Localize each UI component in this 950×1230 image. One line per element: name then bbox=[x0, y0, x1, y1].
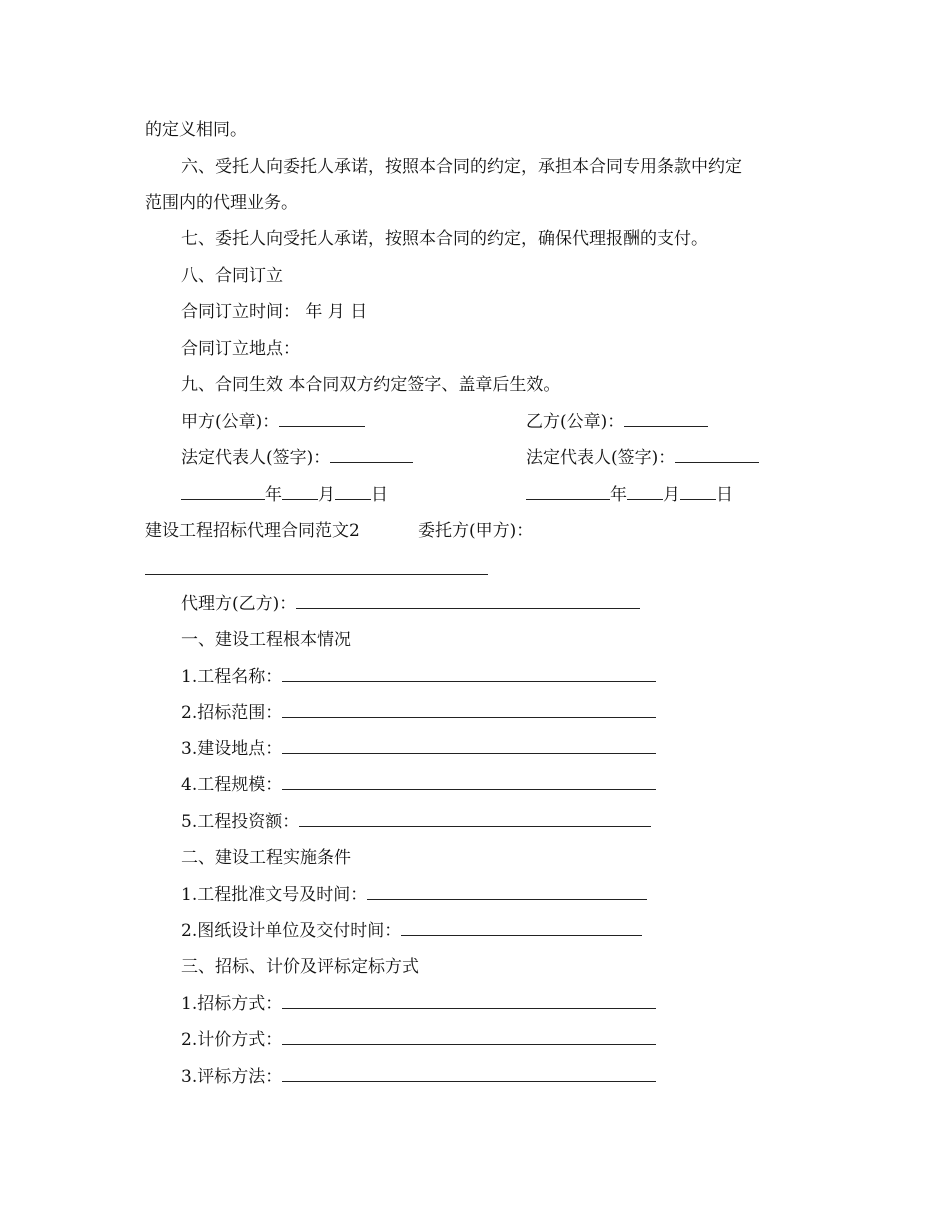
site-blank[interactable] bbox=[282, 738, 656, 754]
client-label: 委托方(甲方)： bbox=[418, 521, 534, 541]
field-pricing: 2.计价方式： bbox=[181, 1029, 656, 1051]
evaluation-blank[interactable] bbox=[282, 1066, 656, 1082]
party-b-label: 乙方(公章)： bbox=[526, 412, 625, 432]
pricing-blank[interactable] bbox=[282, 1029, 656, 1045]
field-site: 3.建设地点： bbox=[181, 738, 656, 760]
approval-blank[interactable] bbox=[367, 884, 647, 900]
clause-eight-heading: 八、合同订立 bbox=[181, 266, 283, 286]
bid-scope-blank[interactable] bbox=[282, 702, 656, 718]
month-label: 月 bbox=[318, 485, 335, 505]
party-a-blank[interactable] bbox=[279, 411, 365, 427]
field-bid-method: 1.招标方式： bbox=[181, 993, 656, 1015]
party-a-seal bbox=[181, 411, 365, 433]
rep-a-signature bbox=[181, 447, 413, 469]
year-label: 年 bbox=[265, 485, 282, 505]
clause-nine: 九、合同生效 本合同双方约定签字、盖章后生效。 bbox=[181, 375, 561, 395]
drawings-blank[interactable] bbox=[401, 920, 642, 936]
field-evaluation: 3.评标方法： bbox=[181, 1066, 656, 1088]
rep-a-blank[interactable] bbox=[330, 447, 413, 463]
project-name-blank[interactable] bbox=[282, 666, 656, 682]
signing-date: 合同订立时间： 年 月 日 bbox=[181, 302, 368, 322]
month-blank[interactable] bbox=[627, 484, 663, 500]
agent-label: 代理方(乙方)： bbox=[181, 594, 297, 614]
party-a-label: 甲方(公章)： bbox=[181, 412, 280, 432]
day-label: 日 bbox=[716, 485, 733, 505]
rep-b-label: 法定代表人(签字)： bbox=[526, 448, 676, 468]
day-blank[interactable] bbox=[680, 484, 716, 500]
text-line: 范围内的代理业务。 bbox=[145, 193, 298, 213]
client-blank[interactable] bbox=[145, 574, 488, 575]
investment-blank[interactable] bbox=[299, 811, 651, 827]
year-blank[interactable] bbox=[181, 484, 265, 500]
section-three-heading: 三、招标、计价及评标定标方式 bbox=[181, 957, 419, 977]
field-investment: 5.工程投资额： bbox=[181, 811, 651, 833]
text-line: 的定义相同。 bbox=[145, 120, 247, 140]
agent-blank[interactable] bbox=[296, 593, 640, 609]
rep-b-blank[interactable] bbox=[675, 447, 759, 463]
rep-a-label: 法定代表人(签字)： bbox=[181, 448, 331, 468]
field-scale: 4.工程规模： bbox=[181, 774, 656, 796]
month-label: 月 bbox=[663, 485, 680, 505]
bid-method-blank[interactable] bbox=[282, 993, 656, 1009]
date-a bbox=[181, 484, 388, 506]
party-b-blank[interactable] bbox=[624, 411, 708, 427]
scale-blank[interactable] bbox=[282, 774, 656, 790]
contract2-title: 建设工程招标代理合同范文2 bbox=[145, 521, 360, 541]
day-label: 日 bbox=[371, 485, 388, 505]
clause-seven: 七、委托人向受托人承诺，按照本合同的约定，确保代理报酬的支付。 bbox=[181, 229, 708, 249]
party-b-seal bbox=[526, 411, 708, 433]
agent-line bbox=[181, 593, 640, 615]
clause-six: 六、受托人向委托人承诺，按照本合同的约定，承担本合同专用条款中约定 bbox=[181, 157, 742, 177]
field-project-name: 1.工程名称： bbox=[181, 666, 656, 688]
signing-place: 合同订立地点： bbox=[181, 339, 300, 359]
date-b bbox=[526, 484, 733, 506]
section-two-heading: 二、建设工程实施条件 bbox=[181, 848, 351, 868]
day-blank[interactable] bbox=[335, 484, 371, 500]
field-bid-scope: 2.招标范围： bbox=[181, 702, 656, 724]
year-blank[interactable] bbox=[526, 484, 610, 500]
field-approval: 1.工程批准文号及时间： bbox=[181, 884, 647, 906]
year-label: 年 bbox=[610, 485, 627, 505]
field-drawings: 2.图纸设计单位及交付时间： bbox=[181, 920, 642, 942]
section-one-heading: 一、建设工程根本情况 bbox=[181, 630, 351, 650]
month-blank[interactable] bbox=[282, 484, 318, 500]
rep-b-signature bbox=[526, 447, 759, 469]
